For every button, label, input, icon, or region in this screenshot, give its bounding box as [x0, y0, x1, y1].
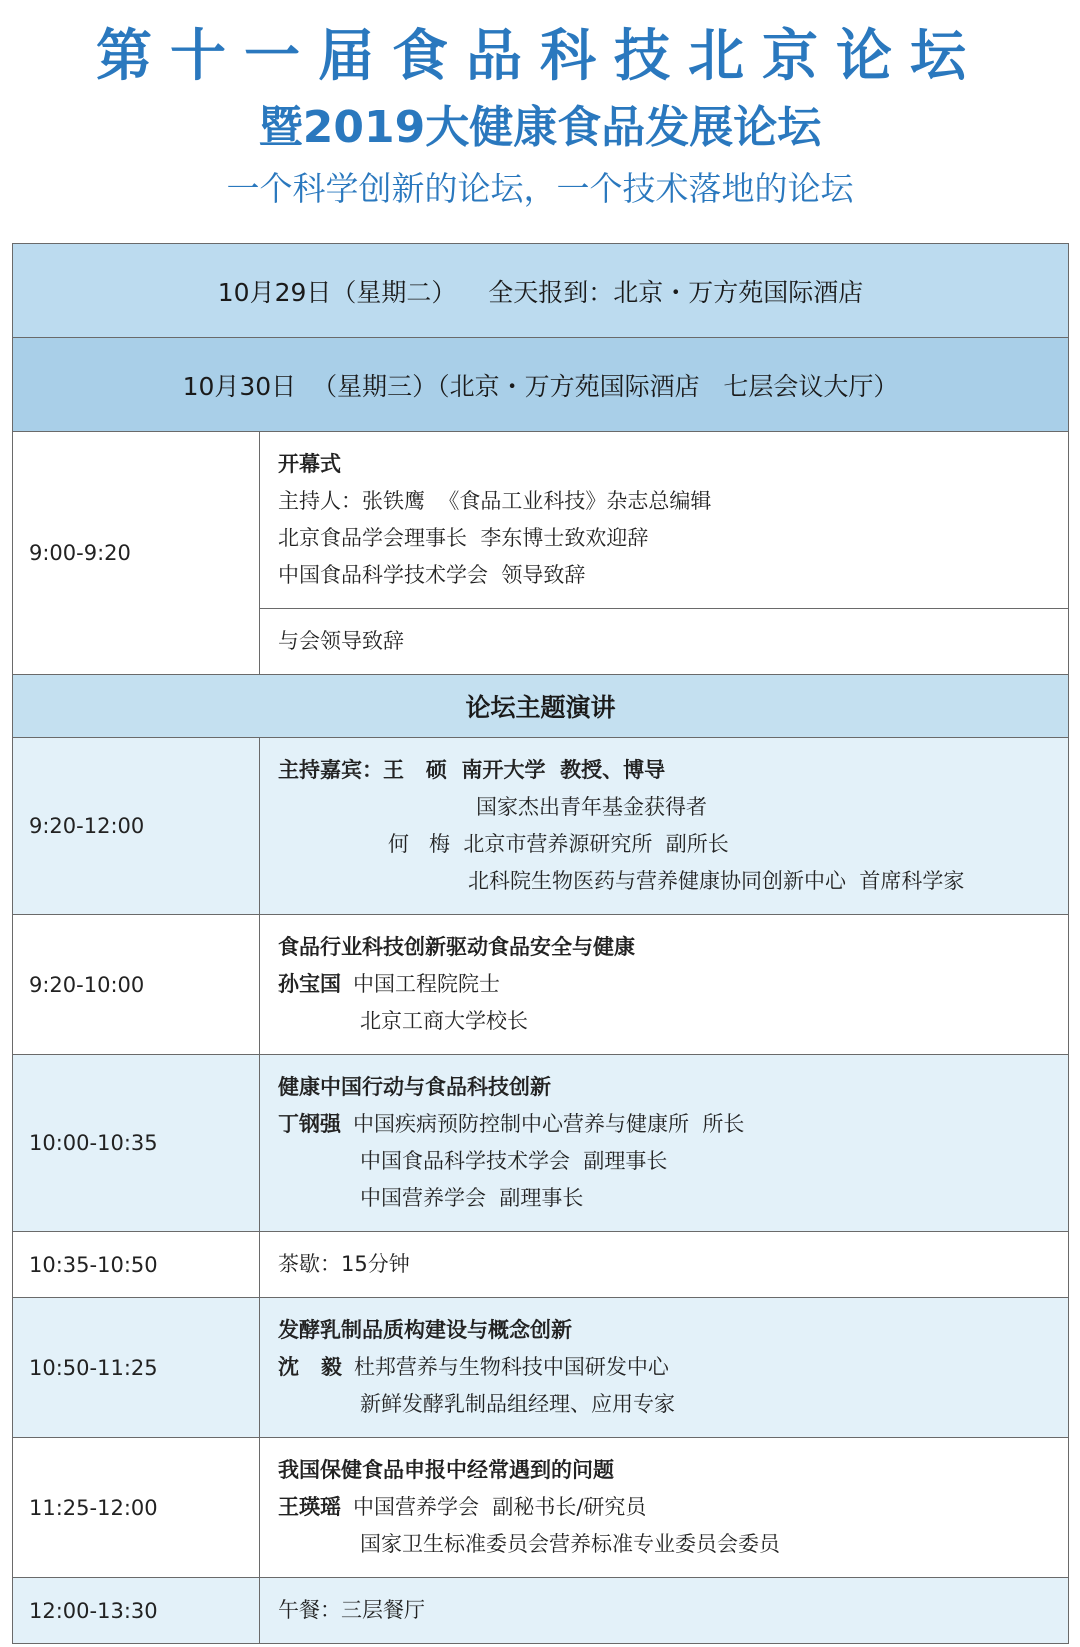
lunch-text: 午餐：三层餐厅 — [260, 1578, 1069, 1644]
day1-row — [13, 244, 1069, 338]
lunch-time: 12:00-13:30 — [13, 1578, 260, 1644]
host-line: 主持嘉宾：王 硕 南开大学 教授、博导 — [278, 758, 666, 782]
talk-speaker: 孙宝国 — [278, 972, 341, 996]
hosts-row — [13, 738, 1069, 915]
day2-banner — [13, 338, 1069, 432]
talk-affiliation: 新鲜发酵乳制品组经理、应用专家 — [360, 1392, 675, 1416]
talk-title: 我国保健食品申报中经常遇到的问题 — [278, 1458, 614, 1482]
talk-time: 9:20-10:00 — [13, 915, 260, 1055]
page-title: 第十一届食品科技北京论坛 — [96, 24, 984, 89]
talk-affiliation: 国家卫生标准委员会营养标准专业委员会委员 — [360, 1532, 780, 1556]
opening-line: 中国食品科学技术学会 领导致辞 — [278, 563, 586, 587]
opening-row — [13, 432, 1069, 609]
opening-title: 开幕式 — [278, 452, 341, 476]
talk-row — [13, 1298, 1069, 1438]
talk-content — [260, 915, 1069, 1055]
talk-title: 发酵乳制品质构建设与概念创新 — [278, 1318, 572, 1342]
day2-row — [13, 338, 1069, 432]
talk-affiliation: 杜邦营养与生物科技中国研发中心 — [353, 1355, 669, 1379]
hosts-time: 9:20-12:00 — [13, 738, 260, 915]
talk-title: 食品行业科技创新驱动食品安全与健康 — [278, 935, 635, 959]
talk-speaker: 丁钢强 — [278, 1112, 341, 1136]
host-line: 北科院生物医药与营养健康协同创新中心 首席科学家 — [468, 869, 965, 893]
day1-text: 10月29日（星期二） 全天报到：北京・万方苑国际酒店 — [217, 277, 864, 307]
talk-affiliation: 中国疾病预防控制中心营养与健康所 所长 — [353, 1112, 745, 1136]
talk-row — [13, 1055, 1069, 1232]
talk-affiliation: 中国营养学会 副秘书长/研究员 — [353, 1495, 647, 1519]
talk-row — [13, 915, 1069, 1055]
talk-content — [260, 1055, 1069, 1232]
opening-line: 北京食品学会理事长 李东博士致欢迎辞 — [278, 526, 649, 550]
lunch-row — [13, 1578, 1069, 1644]
host-line: 国家杰出青年基金获得者 — [476, 795, 707, 819]
keynote-section-title: 论坛主题演讲 — [13, 675, 1069, 738]
talk-speaker: 王瑛瑶 — [278, 1495, 341, 1519]
page-slogan: 一个科学创新的论坛，一个技术落地的论坛 — [226, 169, 854, 208]
keynote-section-row — [13, 675, 1069, 738]
talk-time: 10:50-11:25 — [13, 1298, 260, 1438]
opening-line: 主持人：张铁鹰 《食品工业科技》杂志总编辑 — [278, 489, 712, 513]
talk-affiliation: 中国食品科学技术学会 副理事长 — [360, 1149, 668, 1173]
page-subtitle: 暨2019大健康食品发展论坛 — [258, 102, 822, 153]
break-text: 茶歇：15分钟 — [260, 1232, 1069, 1298]
talk-content — [260, 1438, 1069, 1578]
talk-speaker: 沈 毅 — [278, 1355, 342, 1379]
opening-time: 9:00-9:20 — [13, 432, 260, 675]
talk-time: 10:00-10:35 — [13, 1055, 260, 1232]
day2-text: 10月30日 （星期三）（北京・万方苑国际酒店 七层会议大厅） — [182, 371, 899, 401]
opening-extra: 与会领导致辞 — [260, 609, 1069, 675]
talk-affiliation: 中国营养学会 副理事长 — [360, 1186, 584, 1210]
talk-row — [13, 1438, 1069, 1578]
talk-content — [260, 1298, 1069, 1438]
break-time: 10:35-10:50 — [13, 1232, 260, 1298]
hosts-content — [260, 738, 1069, 915]
host-line: 何 梅 北京市营养源研究所 副所长 — [388, 832, 729, 856]
talk-affiliation: 中国工程院院士 — [353, 972, 500, 996]
talk-time: 11:25-12:00 — [13, 1438, 260, 1578]
day1-banner — [13, 244, 1069, 338]
opening-content — [260, 432, 1069, 609]
talk-affiliation: 北京工商大学校长 — [360, 1009, 528, 1033]
talk-title: 健康中国行动与食品科技创新 — [278, 1075, 551, 1099]
break-row — [13, 1232, 1069, 1298]
agenda-table — [12, 243, 1069, 1644]
